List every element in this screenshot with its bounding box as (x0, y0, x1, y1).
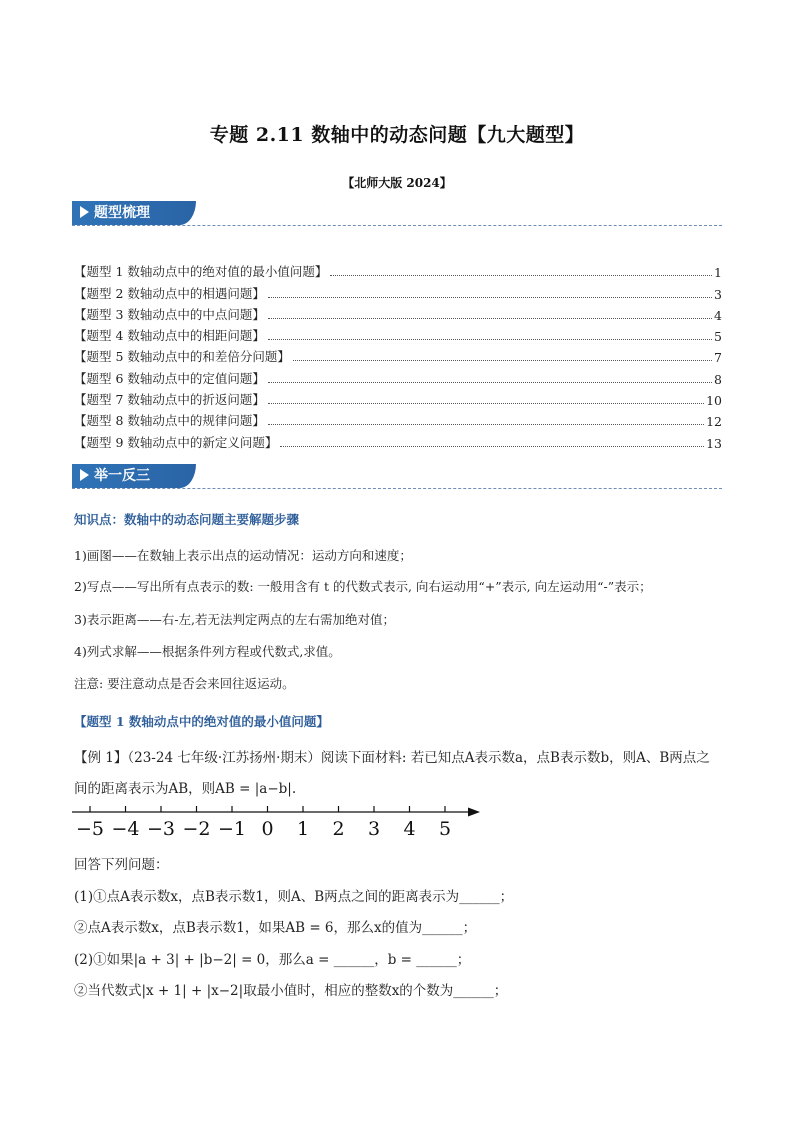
section-title: 【题型 1 数轴动点中的绝对值的最小值问题】 (74, 714, 329, 729)
banner-examples (72, 464, 722, 490)
knowledge-step: 3)表示距离——右-左,若无法判定两点的左右需加绝对值； (74, 612, 396, 627)
number-line-tick-label: −4 (111, 818, 140, 840)
knowledge-step: 2)写点——写出所有点表示的数: 一般用含有 t 的代数式表示, 向右运动用“+”表示, 向左运动用“-”表示； (74, 579, 652, 594)
number-line-tick-label: 5 (438, 818, 452, 840)
question-2-1: (2)①如果|a + 3| + |b−2| = 0，那么a = ______，b = ______； (74, 952, 471, 968)
knowledge-point-title: 知识点：数轴中的动态问题主要解题步骤 (74, 512, 300, 527)
banner-dashed-line (72, 225, 722, 226)
play-triangle-icon (80, 206, 89, 218)
number-line-tick-label: 4 (403, 818, 416, 840)
page-title: 专题 2.11 数轴中的动态问题【九大题型】 (209, 124, 585, 146)
number-line-tick-label: 2 (332, 818, 345, 840)
number-line-tick-label: −5 (75, 818, 105, 840)
number-line-figure (70, 798, 490, 842)
number-line-tick-label: 3 (367, 818, 381, 840)
number-line-tick-label: −3 (146, 818, 176, 840)
table-of-contents (74, 259, 722, 451)
number-line-tick-label: −2 (182, 818, 211, 840)
example-text-line1: 【例 1】（23-24 七年级·江苏扬州·期末）阅读下面材料: 若已知点A表示数a，点B表示数b，则A、B两点之 (74, 750, 710, 766)
play-triangle-icon (80, 469, 89, 481)
knowledge-step: 4)列式求解——根据条件列方程或代数式,求值。 (74, 644, 341, 659)
toc-item[interactable]: 【题型 7 数轴动点中的折返问题】 10 (74, 392, 722, 409)
number-line-tick-label: 1 (296, 818, 310, 840)
toc-item[interactable]: 【题型 8 数轴动点中的规律问题】 12 (74, 413, 722, 430)
toc-item[interactable]: 【题型 4 数轴动点中的相距问题】 5 (74, 328, 722, 345)
knowledge-step: 1)画图——在数轴上表示出点的运动情况：运动方向和速度； (74, 548, 412, 563)
toc-item[interactable]: 【题型 6 数轴动点中的定值问题】 8 (74, 370, 722, 387)
number-line-tick-label: −1 (217, 818, 247, 840)
toc-item[interactable]: 【题型 3 数轴动点中的中点问题】 4 (74, 306, 722, 323)
question-1-2: ②点A表示数x，点B表示数1，如果AB = 6，那么x的值为______； (74, 920, 477, 936)
banner-label: 举一反三 (94, 468, 150, 484)
number-line-tick-label: 0 (261, 818, 274, 840)
question-1-1: (1)①点A表示数x，点B表示数1，则A、B两点之间的距离表示为______； (74, 889, 514, 905)
question-2-2: ②当代数式|x + 1| + |x−2|取最小值时，相应的整数x的个数为______； (74, 983, 508, 999)
answer-prompt: 回答下列问题： (74, 857, 169, 873)
banner-label: 题型梳理 (94, 205, 150, 221)
example-text-line2: 间的距离表示为AB，则AB = |a−b|. (74, 781, 297, 797)
banner-question-types (72, 201, 722, 227)
toc-item[interactable]: 【题型 9 数轴动点中的新定义问题】 13 (74, 434, 722, 451)
toc-item[interactable]: 【题型 1 数轴动点中的绝对值的最小值问题】 1 (74, 264, 722, 281)
knowledge-note: 注意: 要注意动点是否会来回往返运动。 (74, 676, 295, 691)
toc-item[interactable]: 【题型 5 数轴动点中的和差倍分问题】 7 (74, 349, 722, 366)
banner-dashed-line (72, 488, 722, 489)
edition-label: 【北师大版 2024】 (342, 176, 452, 190)
arrow-right-icon (468, 808, 480, 817)
toc-item[interactable]: 【题型 2 数轴动点中的相遇问题】 3 (74, 285, 722, 302)
